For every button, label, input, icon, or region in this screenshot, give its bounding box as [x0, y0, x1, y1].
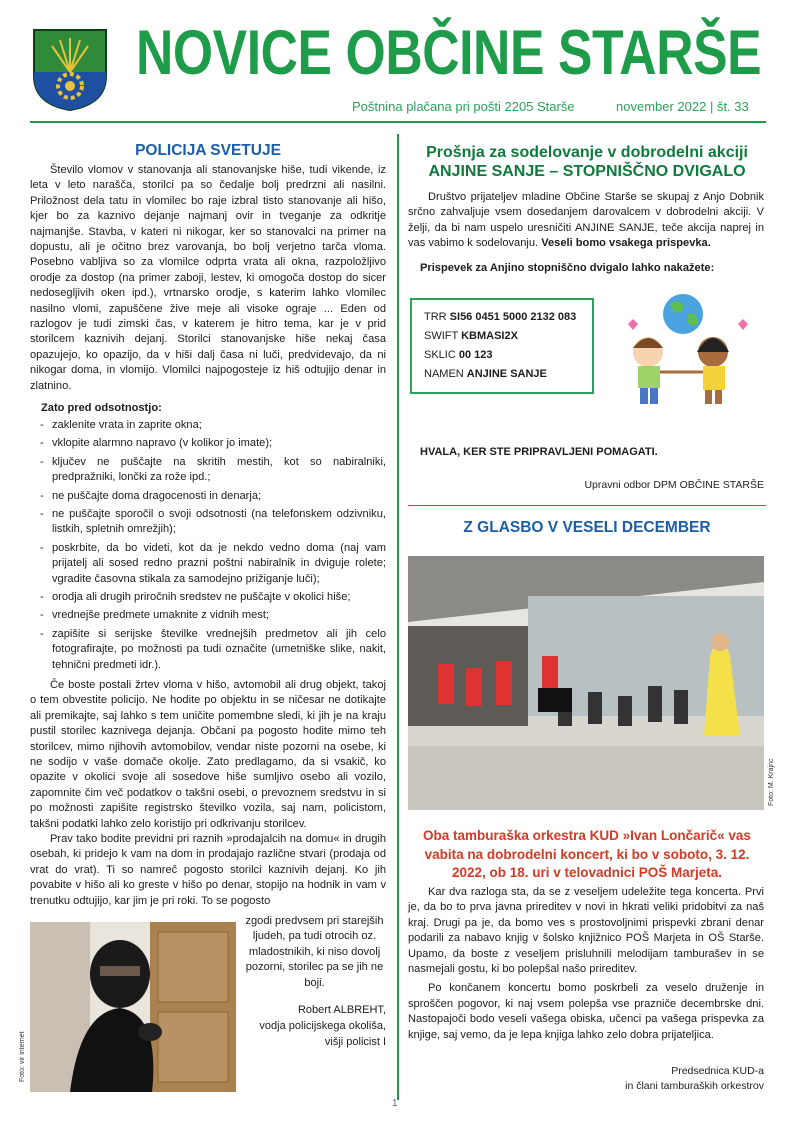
intro-paragraph: Število vlomov v stanovanja ali stanovanjske hiše, tudi vikende, iz leta v leto narašča, storilci pa so čedalje bolj predrzni ali nasilni. Priložnost dela tatu in vlomilec bo raje izbral tisto stanovanje ali hišo, kjer bo za kaznivo dejanje najmanj ovir in tveganje za odkritje najmanjše. Stavba, v kateri ni nikogar, ker so stanovalci na primer na dopustu, ali je očitno brez varovanja, bo bolj verjetno tarča vloma. Posebno vabljiva so za vlomilce odprta vrata ali okna, razpoložljivo orodje za dostop (na primer zaboji, lestev, ki omogoča dostop do sicer nedosegljivih oken ipd.), vrtnarsko orodje, s katerim lahko vlomilec nasilno vlomi, zapuščene žive meje ali visoke ograje ... Eden od razlogov je tudi zimski čas, v katerem je hitro tema, kar je v prid storilcem kaznivih dejanj. Storilci stanovanjske hiše nekaj časa opazujejo, ko opazijo, da v hiši dalj časa ni luči, predvidevajo, da ni nikogar doma, in vlomijo. Vlomilci najpogosteje iz hiš odtujijo denar in zlatnino.: [30, 164, 386, 392]
list-item: - zaklenite vrata in zaprite okna;: [38, 418, 386, 433]
payment-row-value: SI56 0451 5000 2132 083: [449, 311, 577, 323]
signature-line: in člani tamburaških orkestrov: [625, 1080, 764, 1092]
closing-paragraph: Če boste postali žrtev vloma v hišo, avtomobil ali drug objekt, takoj o tem obvestite policijo. Ne hodite po objektu in se ničesar ne dotikajte ali premikajte, saj lahko s tem uničite pomembne sledi, ki jih je na kraju pustil storilec kaznivega dejanja. Občani pa pogosto hodite mimo teh storilcev, mimo njihovih avtomobilov, vendar niste pozorni na osebe, ki ne sodijo v vaše domače okolje. Zato predlagamo, da si vsakič, ko opazite v okolici svoje ali sosedove hiše sumljivo osebo ali vozilo, zapomnite čim več podatkov o takšni osebi, o prevoznem sredstvu in si po možnosti zapišite registrsko številko vozila, saj nam, policistom, takšni podatki lahko zelo koristijo pri odkrivanju storilcev.: [30, 679, 386, 830]
payment-row-label: SWIFT: [424, 330, 459, 342]
photo-credit-left: Foto: vir internet: [19, 1031, 26, 1082]
concert-paragraph: Kar dva razloga sta, da se z veseljem udeležite tega koncerta. Prvi je, da bo to prva javna prireditev v novi in hkrati veliki pridobitvi za naš kraj. Drugi pa je, da bomo ves s prostovoljnimi prispevki zbrani denar podarili za nabavo knjig v šolsko knjižnico POŠ Marjeta in OŠ Starše. Upamo, da boste z veseljem prisluhnili melodijam tamburašev in se nasmejali gostu, ki bo polepšal našo prireditev.: [408, 886, 764, 976]
signature-name: Robert ALBREHT,: [297, 1004, 386, 1016]
article-title-charity: [408, 143, 766, 181]
list-item: - orodja ali drugih priročnih sredstev ne puščajte v okolici hiše;: [38, 590, 386, 605]
payment-row: [412, 308, 592, 327]
header-divider: [30, 121, 766, 123]
payment-box: [410, 298, 594, 394]
payment-row-label: NAMEN: [424, 368, 464, 380]
newsletter-title: NOVICE OBČINE STARŠE: [136, 18, 762, 88]
kids-globe-illustration: [608, 290, 758, 410]
trailing-paragraph: zgodi predvsem pri starejših ljudeh, pa tudi otrocih oz. mladostnikih, ki niso dovolj pozorni, storilec pa se jih ne boji.: [245, 915, 384, 989]
column-divider: [397, 134, 399, 1100]
article-title-concert: Z GLASBO V VESELI DECEMBER: [463, 519, 711, 536]
article-intro: [30, 163, 386, 394]
closing-paragraph: Prav tako bodite previdni pri raznih »prodajalcih na domu« in drugih osebah, ki pridejo k vam na dom in prodajajo različne stvari (prodaja od vrat do vrat). Ti so namreč pogosto storilci kaznivih dejanj. Ko jih povabite v hišo ali ko greste v hišo po denar, stopijo na hodnik in vam v trenutku odtujijo, kar jim je pri roki. To se pogosto: [30, 833, 386, 907]
payment-row: [412, 365, 592, 384]
issue-info: november 2022 | št. 33: [616, 99, 749, 114]
burglar-photo: [30, 922, 236, 1092]
article-title-police: POLICIJA SVETUJE: [135, 142, 281, 159]
list-item: - vrednejše predmete umaknite z vidnih mest;: [38, 608, 386, 623]
payment-row-value: 00 123: [458, 349, 493, 361]
tips-heading: Zato pred odsotnostjo:: [41, 402, 162, 414]
payment-row-value: KBMASI2X: [461, 330, 518, 342]
police-signature: [243, 1002, 386, 1050]
list-item: - ključev ne puščajte na skritih mestih, kot so nabiralniki, predpražniki, lončki za rože ipd.;: [38, 455, 386, 486]
charity-text: [408, 190, 764, 252]
payment-label: Prispevek za Anjino stopniščno dvigalo lahko nakažete:: [420, 262, 715, 274]
board-signature: Upravni odbor DPM OBČINE STARŠE: [584, 479, 764, 491]
concert-text: [408, 885, 764, 1043]
signature-role: vodja policijskega okoliša,: [259, 1020, 386, 1032]
section-divider: [408, 505, 766, 506]
page-number: 1: [392, 1098, 398, 1109]
thanks-text: HVALA, KER STE PRIPRAVLJENI POMAGATI.: [420, 446, 658, 458]
payment-row-value: ANJINE SANJE: [466, 368, 547, 380]
payment-row: [412, 346, 592, 365]
concert-paragraph: Po končanem koncertu bomo poskrbeli za veselo druženje in sproščen pogovor, ki naj vsem polepša vse prazniče decembrske dni. Nastopajoči bodo veseli vašega obiska, učenci pa vašega prispevka za knjige, saj vemo, da je lepa knjiga lahko zelo dobra prijateljica.: [408, 982, 764, 1041]
list-item: - poskrbite, da bo videti, kot da je nekdo vedno doma (naj vam prijatelj ali sosed redno prazni poštni nabiralnik in dviguje rolete; vgradite časovna stikala za samodejno prižiganje luči);: [38, 541, 386, 587]
tips-list: [38, 418, 386, 676]
charity-paragraph: Društvo prijateljev mladine Občine Starše se skupaj z Anjo Dobnik srčno zahvaljuje vsem dosedanjem darovalcem v dobrodelni akciji. V želji, da bi nam uspelo uresničiti ANJINE SANJE, teče akcija naprej in vas vabimo k sodelovanju.: [408, 191, 764, 250]
postage-note: Poštnina plačana pri pošti 2205 Starše: [352, 99, 575, 114]
list-item: - ne puščajte doma dragocenosti in denarja;: [38, 489, 386, 504]
title-line-1: Prošnja za sodelovanje v dobrodelni akciji: [426, 144, 748, 161]
list-item: - vklopite alarmno napravo (v kolikor jo imate);: [38, 436, 386, 451]
payment-row: [412, 327, 592, 346]
municipality-crest-logo: [32, 28, 108, 112]
article-closing: [30, 678, 386, 909]
concert-photo: [408, 556, 764, 810]
list-item: - ne puščajte sporočil o svoji odsotnosti (na telefonskem odzivniku, listkih, spletnih omrežjih);: [38, 507, 386, 538]
signature-rank: višji policist I: [324, 1036, 386, 1048]
list-item: - zapišite si serijske številke vrednejših predmetov ali jih celo fotografirajte, po možnosti pa tudi označite (umetniške slike, nakit, tehnični predmeti idr.).: [38, 627, 386, 673]
signature-line: Predsednica KUD-a: [671, 1065, 764, 1077]
payment-row-label: TRR: [424, 311, 447, 323]
title-line-2: ANJINE SANJE – STOPNIŠČNO DVIGALO: [428, 163, 746, 180]
payment-row-label: SKLIC: [424, 349, 456, 361]
kud-signature: [560, 1064, 764, 1094]
charity-bold: Veseli bomo vsakega prispevka.: [541, 237, 711, 250]
concert-subtitle: Oba tamburaška orkestra KUD »Ivan Lončarič« vas vabita na dobrodelni koncert, ki bo v soboto, 3. 12. 2022, ob 18. uri v telovadnici POŠ Marjeta.: [423, 828, 751, 880]
photo-credit-right: Foto: M. Krajnc: [768, 758, 775, 806]
